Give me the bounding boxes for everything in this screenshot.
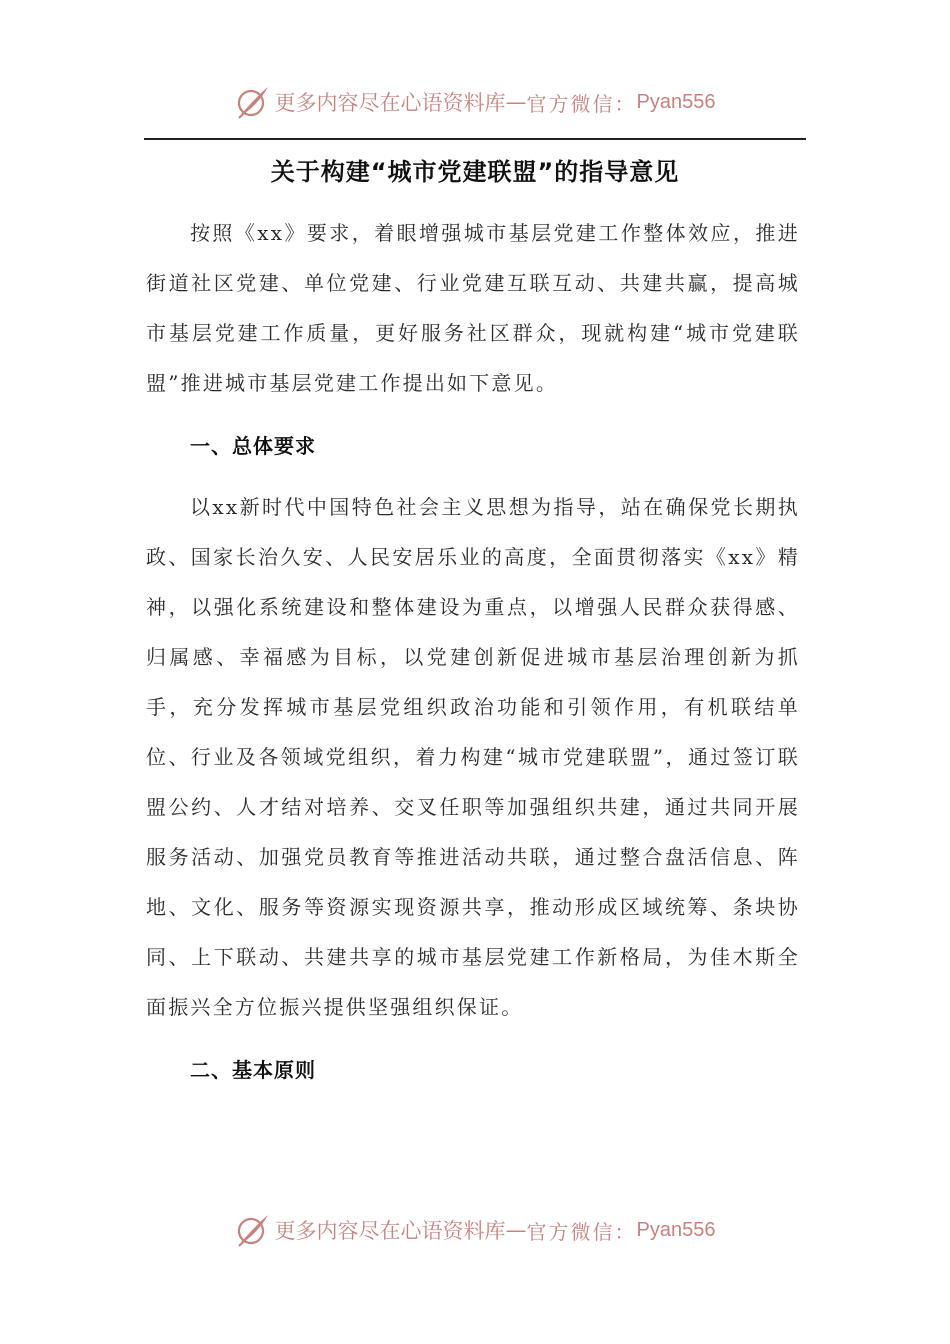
section-heading-general-requirements: 一、总体要求 — [190, 434, 316, 458]
section-paragraph-general-requirements: 以xx新时代中国特色社会主义思想为指导，站在确保党长期执政、国家长治久安、人民安居乐业的高度，全面贯彻落实《xx》精神，以强化系统建设和整体建设为重点，以增强人民群众获得感、归属感、幸福感为目标，以党建创新促进城市基层治理创新为抓手，充分发挥城市基层党组织政治功能和引领作用，有机联结单位、行业及各领域党组织，着力构建“城市党建联盟”，通过签订联盟公约、人才结对培养、交叉任职等加强组织共建，通过共同开展服务活动、加强党员教育等推进活动共联，通过整合盘活信息、阵地、文化、服务等资源实现资源共享，推动形成区域统筹、条块协同、上下联动、共建共享的城市基层党建工作新格局，为佳木斯全面振兴全方位振兴提供坚强组织保证。 — [146, 495, 800, 1019]
document-title: 关于构建“城市党建联盟”的指导意见 — [270, 158, 680, 186]
header-watermark — [0, 82, 950, 122]
quill-pen-icon — [235, 84, 271, 120]
watermark-wechat-label: 官方微信： — [526, 91, 637, 116]
watermark-site-text: 更多内容尽在心语资料库 — [274, 1219, 506, 1243]
section-heading-basic-principles: 二、基本原则 — [190, 1058, 316, 1082]
watermark-separator: — — [505, 1218, 527, 1242]
watermark-separator: — — [505, 90, 527, 114]
watermark-site-text: 更多内容尽在心语资料库 — [274, 91, 506, 115]
watermark-wechat-id: Pyan556 — [636, 90, 716, 113]
footer-watermark — [0, 1210, 950, 1250]
watermark-wechat-id: Pyan556 — [636, 1218, 716, 1241]
quill-pen-icon — [235, 1212, 271, 1248]
header-divider — [144, 138, 806, 140]
intro-paragraph: 按照《xx》要求，着眼增强城市基层党建工作整体效应，推进街道社区党建、单位党建、行业党建互联互动、共建共赢，提高城市基层党建工作质量，更好服务社区群众，现就构建“城市党建联盟”推进城市基层党建工作提出如下意见。 — [146, 221, 800, 395]
watermark-wechat-label: 官方微信： — [526, 1219, 637, 1244]
